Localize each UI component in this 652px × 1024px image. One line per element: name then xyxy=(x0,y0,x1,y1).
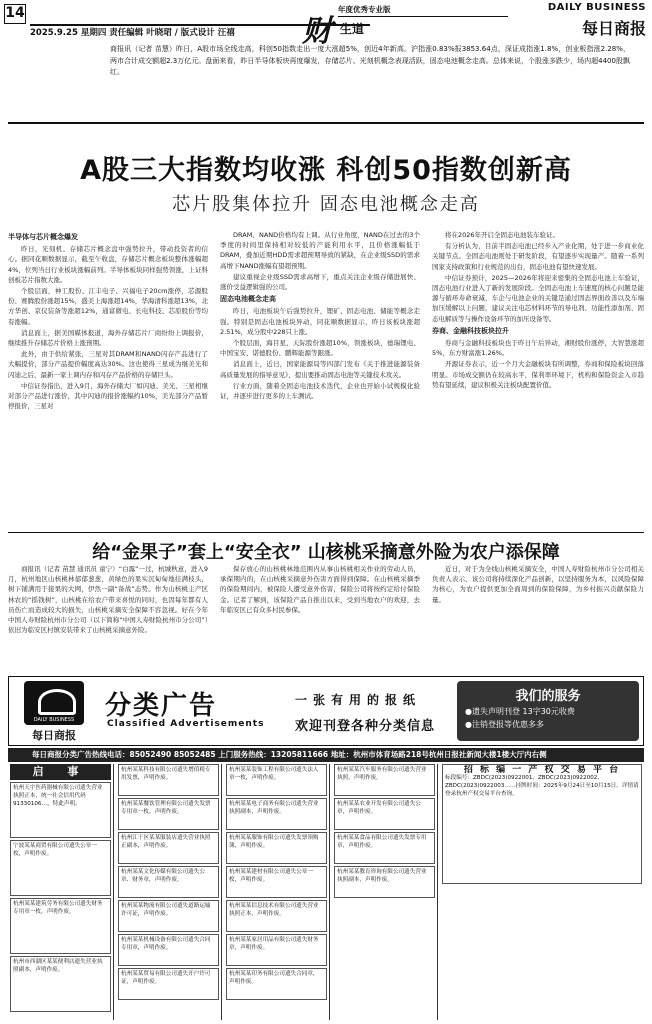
header-slogan: 年度优秀专业版 xyxy=(338,5,391,14)
paragraph: 个股层面，神工股份、江丰电子、兴福电子20cm涨停，芯源股份、赛腾股份涨超15%，盛美上海涨超14%，华海清科涨超13%，北方华创、京仪装备等涨超12%，通富微电、长电科技、芯原股份等均有涨幅。 xyxy=(8,287,208,326)
paragraph: 中信证券预计，2025—2026年将迎来密集的全固态电池上车验证，固态电池行业进入了新的发展阶段。全固态电池上车速度的核心问题是能源与循环寿命衰减，车企与电池企业的关键是通过固态界面改善以及车端加压缓解以上问题，建议关注电芯材料环节的导电剂、功能性添加剂、固态电解质等与操作设备环节的加压设备等。 xyxy=(432,273,644,323)
ad-column xyxy=(116,764,222,1020)
ad-item: 杭州某某服饰有限公司遗失发票领购簿，声明作废。 xyxy=(226,832,327,864)
ad-item: 杭州某某农业开发有限公司遗失公章，声明作废。 xyxy=(334,798,435,830)
ad-item: 杭州某某装饰工程有限公司遗失法人章一枚，声明作废。 xyxy=(226,764,327,796)
ad-column xyxy=(8,764,114,1020)
paragraph: 开源证券表示，近一个月大金融板块有所调整，券商和保险板块回落明显。市场成交额仍在较高水平，保利率环境下，机构和保险资金入市趋势有望延续，建议积极关注板块配置价值。 xyxy=(432,360,644,389)
ad-item: 杭州某某教育咨询有限公司遗失营业执照副本，声明作废。 xyxy=(334,866,435,898)
ad-item: 杭州某某文化传媒有限公司遗失公章、财务章，声明作废。 xyxy=(118,866,219,898)
paragraph: 商报讯（记者 苗慧 通讯员 童宁）“白露”一过，杭城秋意，进入9月，杭州地区山核桃林郁郁葱葱，黄绿色的果实沉甸甸地挂满枝头，树下铺满用于接果的大网，伊然一副“备战”态势。作为山核桃主产区林农的“摇钱树”，山核桃在给农户带来喜悦的同时，也因每年都有人员伤亡而造成较大的损失，山核桃采摘安全保障不容忽视。好在今年中国人寿财险杭州市分公司（以下简称“中国人寿财险杭州市分公司”）依旧为临安区村镇安装带来了山核桃采摘意外险。 xyxy=(8,565,208,635)
ad-item: 杭州某某物流有限公司遗失道路运输许可证，声明作废。 xyxy=(118,900,219,932)
logo-cn: 每日商报 xyxy=(32,729,76,742)
category-header: 启 事 xyxy=(10,764,111,780)
ad-item: 杭州江干区某某服装店遗失营业执照正副本，声明作废。 xyxy=(118,832,219,864)
brand-en: DAILY BUSINESS xyxy=(547,2,646,13)
paragraph: 消息面上，近日，国家能源局等四部门发布《关于推进能源装备高质量发展的指导意见》，提出要推动固态电池等关键技术攻关。 xyxy=(220,360,420,379)
newspaper-logo xyxy=(19,681,89,743)
ad-item: 杭州某某建筑劳务有限公司遗失财务专用章一枚，声明作废。 xyxy=(10,898,111,954)
ad-item: 杭州某某贸易有限公司遗失开户许可证，声明作废。 xyxy=(118,968,219,1000)
section-heading: 半导体与芯片概念爆发 xyxy=(8,233,78,241)
ad-item: 宁波某某商贸有限公司遗失公章一枚，声明作废。 xyxy=(10,840,111,896)
classified-welcome: 欢迎刊登各种分类信息 xyxy=(295,719,436,734)
paragraph: 有分析认为，目前半固态电池已经步入产业化期，处于进一步商业化关键节点。全固态电池则处于研发阶段，有望逐步实现量产。随着一系列国家支持政策和行业规范的出台，固态电池有望快速发展。 xyxy=(432,242,644,271)
second-headline: 给“金果子”套上“安全衣” 山核桃采摘意外险为农户添保障 xyxy=(92,542,560,563)
section-name: 生道 xyxy=(340,22,365,36)
ad-item: 杭州某某信息技术有限公司遗失营业执照正本，声明作废。 xyxy=(226,900,327,932)
ad-column xyxy=(440,764,644,1020)
paragraph: 昨日，光刻机、存储芯片概念盘中强势拉升，带动投资者的信心。据同花顺数据显示，截至午收盘，存储芯片概念板块整体涨幅超4%，位列当日行业板块涨幅前列。半导体板块同样强势领涨，上证科创板芯片指数大涨。 xyxy=(8,245,208,284)
tender-notice xyxy=(442,764,642,884)
service-box xyxy=(457,681,639,741)
ad-item: 杭州某某建材有限公司遗失公章一枚，声明作废。 xyxy=(226,866,327,898)
paragraph: 中信证券指出，进入9月，海外存储大厂如闪迪、美光、三星相继对部分产品进行涨价，其中闪迪的报价涨幅约10%，美光部分产品暂停报价，三星对 xyxy=(8,381,208,411)
date-line: 2025.9.25 星期四 责任编辑 叶晓珺 / 版式设计 汪禧 xyxy=(30,28,235,38)
article2-column-3 xyxy=(432,564,644,670)
ad-column xyxy=(224,764,330,1020)
paragraph: 行业方面，随着全固态电池技术迭代，企业也开始小试规模化验证，并逐步进行更多的上车测试。 xyxy=(220,381,420,401)
section-heading: 固态电池概念走高 xyxy=(220,295,276,304)
notice-title: 招 标 编 一 产 权 交 易 平 台 xyxy=(463,765,621,775)
article-column-2 xyxy=(220,230,420,530)
paragraph: 近日，对于为全线山核桃采摘安全，中国人寿财险杭州市分公司相关负责人表示，该公司将持续深化产品创新，以坚持服务为本，以风险保障为核心，为农户提供更加全面周到的保险保障，为乡村振兴贡献保险力量。 xyxy=(432,565,644,604)
ad-item: 杭州某某印务有限公司遗失合同章，声明作废。 xyxy=(226,968,327,1000)
paragraph: 建议重视企业级SSD需求高增下，重点关注企业级存储进展快、涨价受益逻辑强的公司。 xyxy=(220,272,420,292)
header-rule-2 xyxy=(338,16,508,17)
news-brief: 商报讯（记者 苗慧）昨日，A股市场全线走高，科创50指数走出一度大涨超5%，创近4年新高。沪指涨0.83%报3853.64点，深证成指涨1.8%，创业板指涨2.28%，两市合计成交额超2.3万亿元。盘面来看，昨日半导体板块再度爆发，存储芯片、光刻机概念表现活跃，固态电池概念走高。总体来说，个股涨多跌少，场内超4400股飘红。 xyxy=(110,45,630,76)
ad-hotline: 每日商报分类广告热线电话：85052490 85052485 上门服务热线：13205811666 地址：杭州市体育场路218号杭州日报社新闻大楼1楼大厅内右侧 xyxy=(8,748,644,762)
article-column-3 xyxy=(432,230,644,530)
classified-banner xyxy=(8,676,644,746)
paragraph: 券商与金融科技板块也于昨日午后异动，湘财股份涨停，大智慧涨超5%，东方财富涨1.26%。 xyxy=(432,339,644,358)
section-char: 财 xyxy=(302,14,332,49)
section-heading: 券商、金融科技板块拉升 xyxy=(432,326,509,335)
ad-item: 杭州某某家居用品有限公司遗失财务章，声明作废。 xyxy=(226,934,327,966)
ad-item: 杭州市西湖区某某便利店遗失营业执照副本，声明作废。 xyxy=(10,956,111,1012)
paragraph: 将在2026年开启全固态电池装车验证。 xyxy=(445,231,560,239)
classified-slogan: 一张有用的报纸 xyxy=(295,693,422,707)
service-line: ●注销登报等优惠多多 xyxy=(465,720,544,729)
sub-headline: 芯片股集体拉升 固态电池概念走高 xyxy=(172,194,480,215)
paragraph: 个股层面，海目星、天际股份涨超10%，领涨板块，德瑞锂电、中国宝安、诺德股份、鹏辉能源等跟涨。 xyxy=(220,339,420,358)
paragraph: 昨日，电池板块午后强势拉升，锂矿、固态电池、储能等概念走强。特别是固态电池板块异动，同花顺数据显示，昨日该板块涨超2.51%，成分股中228只上涨。 xyxy=(220,307,420,336)
article2-column-1 xyxy=(8,564,208,670)
ad-item: 杭州某某电子商务有限公司遗失营业执照副本，声明作废。 xyxy=(226,798,327,830)
article-column-1 xyxy=(8,230,208,530)
logo-en: DAILY BUSINESS xyxy=(33,717,75,723)
paragraph: 保存放心的山核桃林地范围内从事山核桃相关作业的劳动人员，承保期内的，在山核桃采摘意外伤害方面得到保障。在山核桃采摘季的保险期间内，被保险人遭受意外伤害，保险公司将按约定给付保险金。记者了解到，该保险产品自推出以来，受到当地农户的欢迎，去年临安区已有众多村民参保。 xyxy=(220,565,420,614)
service-title: 我们的服务 xyxy=(515,689,581,704)
main-headline: A股三大指数均收涨 科创50指数创新高 xyxy=(80,155,572,186)
divider xyxy=(8,532,644,533)
ad-item: 杭州某某食品有限公司遗失发票专用章，声明作废。 xyxy=(334,832,435,864)
paragraph: DRAM、NAND价格均有上调。从行业角度，NAND在过去的3个季度的时间里保持相对较低的产能利用水平，且价格涨幅低于DRAM，叠加近期HDD需求超预期导致的紧缺，在企业级SSD的需求高增下NAND涨幅有望超预期。 xyxy=(220,231,420,270)
paragraph: 消息面上，据美国媒体报道，海外存储芯片厂商纷纷上调报价，继续推升存储芯片价格上涨预期。 xyxy=(8,328,208,348)
masthead xyxy=(0,0,652,49)
ad-item: 杭州某某机械设备有限公司遗失合同专用章，声明作废。 xyxy=(118,934,219,966)
page-number: 14 xyxy=(4,4,26,24)
notice-body: 标段编号：ZBDC(2023)0922001、ZBDC(2023)0922002、ZBDC(2023)0922003……挂牌时间：2025年9月24日至10月15日。详情请登录杭州产权交易平台查询。 xyxy=(445,775,639,797)
divider xyxy=(8,122,644,124)
service-line: ●遗失声明刊登 13字30元收费 xyxy=(465,707,575,716)
paragraph: 此外，由于供给紧张，三星对其DRAM和NAND闪存产品进行了大幅提价，部分产品提价幅度高达30%。这也使得三星成为继美光和闪迪之后，最新一家上调内存和闪存产品价格的存储巨头。 xyxy=(8,350,208,379)
ad-item: 杭州某某科技有限公司遗失增值税专用发票，声明作废。 xyxy=(118,764,219,796)
classified-title: 分类广告 xyxy=(105,691,218,721)
ad-item: 杭州天宇医药器械有限公司遗失营业执照正本，统一社会信用代码91330106…，特此声明。 xyxy=(10,782,111,838)
ad-item: 杭州某某汽车服务有限公司遗失营业执照，声明作废。 xyxy=(334,764,435,796)
ad-item: 杭州某某餐饮管理有限公司遗失发票专用章一枚，声明作废。 xyxy=(118,798,219,830)
ad-column xyxy=(332,764,438,1020)
logo-icon xyxy=(24,681,84,725)
classified-grid xyxy=(8,764,644,1020)
article2-column-2 xyxy=(220,564,420,670)
classified-title-en: Classified Advertisements xyxy=(107,719,265,729)
brand-cn: 每日商报 xyxy=(581,19,646,38)
